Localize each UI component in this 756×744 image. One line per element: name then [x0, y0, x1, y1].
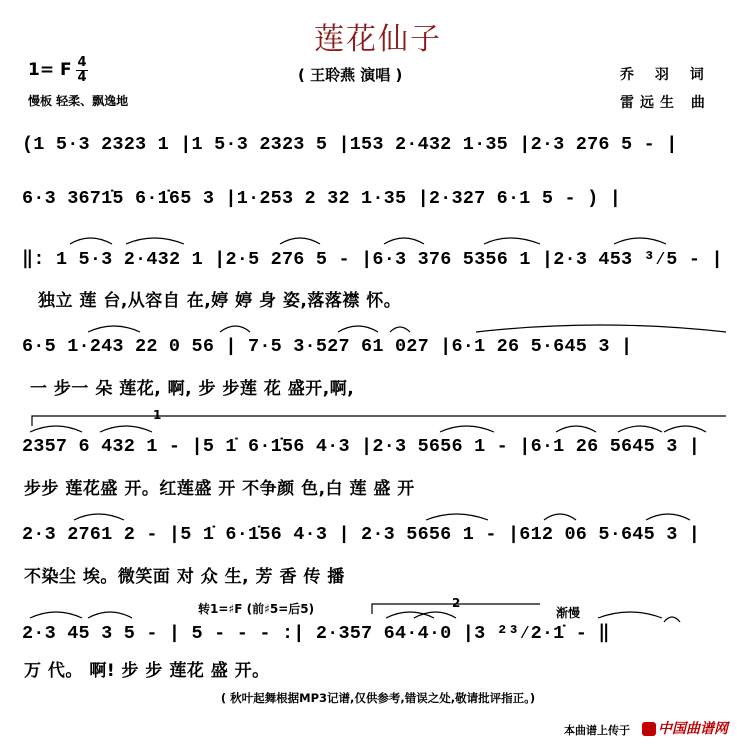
- slur: [440, 426, 494, 432]
- notation-row-1: (1 5·3 2323 1 |1 5·3 2323 5 |153 2·432 1·35 |2·3 276 5 - |: [22, 134, 678, 155]
- slur: [646, 514, 690, 520]
- lyric-row-7: 万 代。 啊! 步 步 莲花 盛 开。: [24, 661, 270, 681]
- lyricist-credit: 乔 羽 词: [620, 67, 712, 83]
- time-sig-top: 4: [77, 55, 87, 70]
- slur: [664, 426, 706, 432]
- slur: [74, 514, 124, 520]
- volta-1-label: 1: [153, 408, 162, 422]
- upload-footer: 本曲谱上传于: [564, 724, 630, 737]
- notation-row-7: 2·3 45 3 5 - | 5 - - - :| 2·357 64·4·0 |3 ²³⁄2·1̇ - ‖: [22, 623, 610, 644]
- composer-credit: 雷远生 曲: [620, 95, 711, 111]
- slur: [384, 238, 424, 244]
- notation-row-4: 6·5 1·243 22 0 56 | 7·5 3·527 61 027 |6·1 26 5·645 3 |: [22, 336, 633, 357]
- slur: [390, 327, 410, 332]
- slur: [280, 238, 320, 244]
- notation-row-2: 6·3 3671̇5 6·1̇65 3 |1·253 2 32 1·35 |2·327 6·1 5 - ) |: [22, 188, 621, 209]
- slur: [220, 326, 250, 332]
- singer-credit: ( 王聆燕 演唱 ): [298, 66, 403, 84]
- slur: [598, 612, 662, 618]
- volta-2-bracket: [372, 604, 540, 614]
- slur: [476, 325, 726, 332]
- volta-1-bracket: [32, 416, 726, 426]
- slur: [544, 514, 576, 520]
- slur: [100, 426, 152, 432]
- slur: [70, 238, 112, 244]
- notation-row-5: 2357 6 432 1 - |5 1̇ 6·1̇56 4·3 |2·3 5656 1 - |6·1 26 5645 3 |: [22, 436, 701, 457]
- ritardando-marking: 渐慢: [556, 606, 581, 620]
- slur: [484, 238, 540, 244]
- slur: [618, 426, 662, 432]
- notation-row-3: ‖: 1 5·3 2·432 1 |2·5 276 5 - |6·3 376 5356 1 |2·3 453 ³⁄5 - |: [22, 249, 723, 270]
- lyric-row-5: 步步 莲花盛 开。红莲盛 开 不争颜 色,白 莲 盛 开: [24, 479, 415, 499]
- slur: [338, 326, 378, 332]
- slur: [30, 426, 82, 432]
- key-signature: 1= F: [28, 60, 72, 80]
- slur: [30, 612, 82, 618]
- slur: [88, 612, 132, 618]
- volta-2-label: 2: [452, 596, 461, 610]
- lyric-row-3: 独立 莲 台,从容自 在,婷 婷 身 姿,落落襟 怀。: [38, 291, 402, 311]
- slur: [556, 426, 596, 432]
- slur: [88, 326, 140, 332]
- modulation-marking: 转1=♯F (前♯5=后5): [198, 602, 315, 616]
- notation-row-6: 2·3 2761 2 - |5 1̇ 6·1̇56 4·3 | 2·3 5656 1 - |612 06 5·645 3 |: [22, 524, 701, 545]
- tempo-marking: 慢板 轻柔、飘逸地: [28, 94, 129, 108]
- fermata: [664, 617, 680, 622]
- lyric-row-6: 不染尘 埃。微笑面 对 众 生, 芳 香 传 播: [24, 567, 345, 587]
- site-logo-text: 中国曲谱网: [658, 721, 728, 737]
- slur: [614, 238, 666, 244]
- transcription-note: ( 秋叶起舞根据MP3记谱,仅供参考,错误之处,敬请批评指正。): [220, 691, 536, 705]
- song-title: 莲花仙子: [314, 22, 442, 57]
- slur: [426, 514, 488, 520]
- lyric-row-4: 一 步一 朵 莲花, 啊, 步 步莲 花 盛开,啊,: [30, 379, 355, 399]
- slur: [126, 238, 184, 244]
- time-sig-bottom: 4: [77, 70, 87, 85]
